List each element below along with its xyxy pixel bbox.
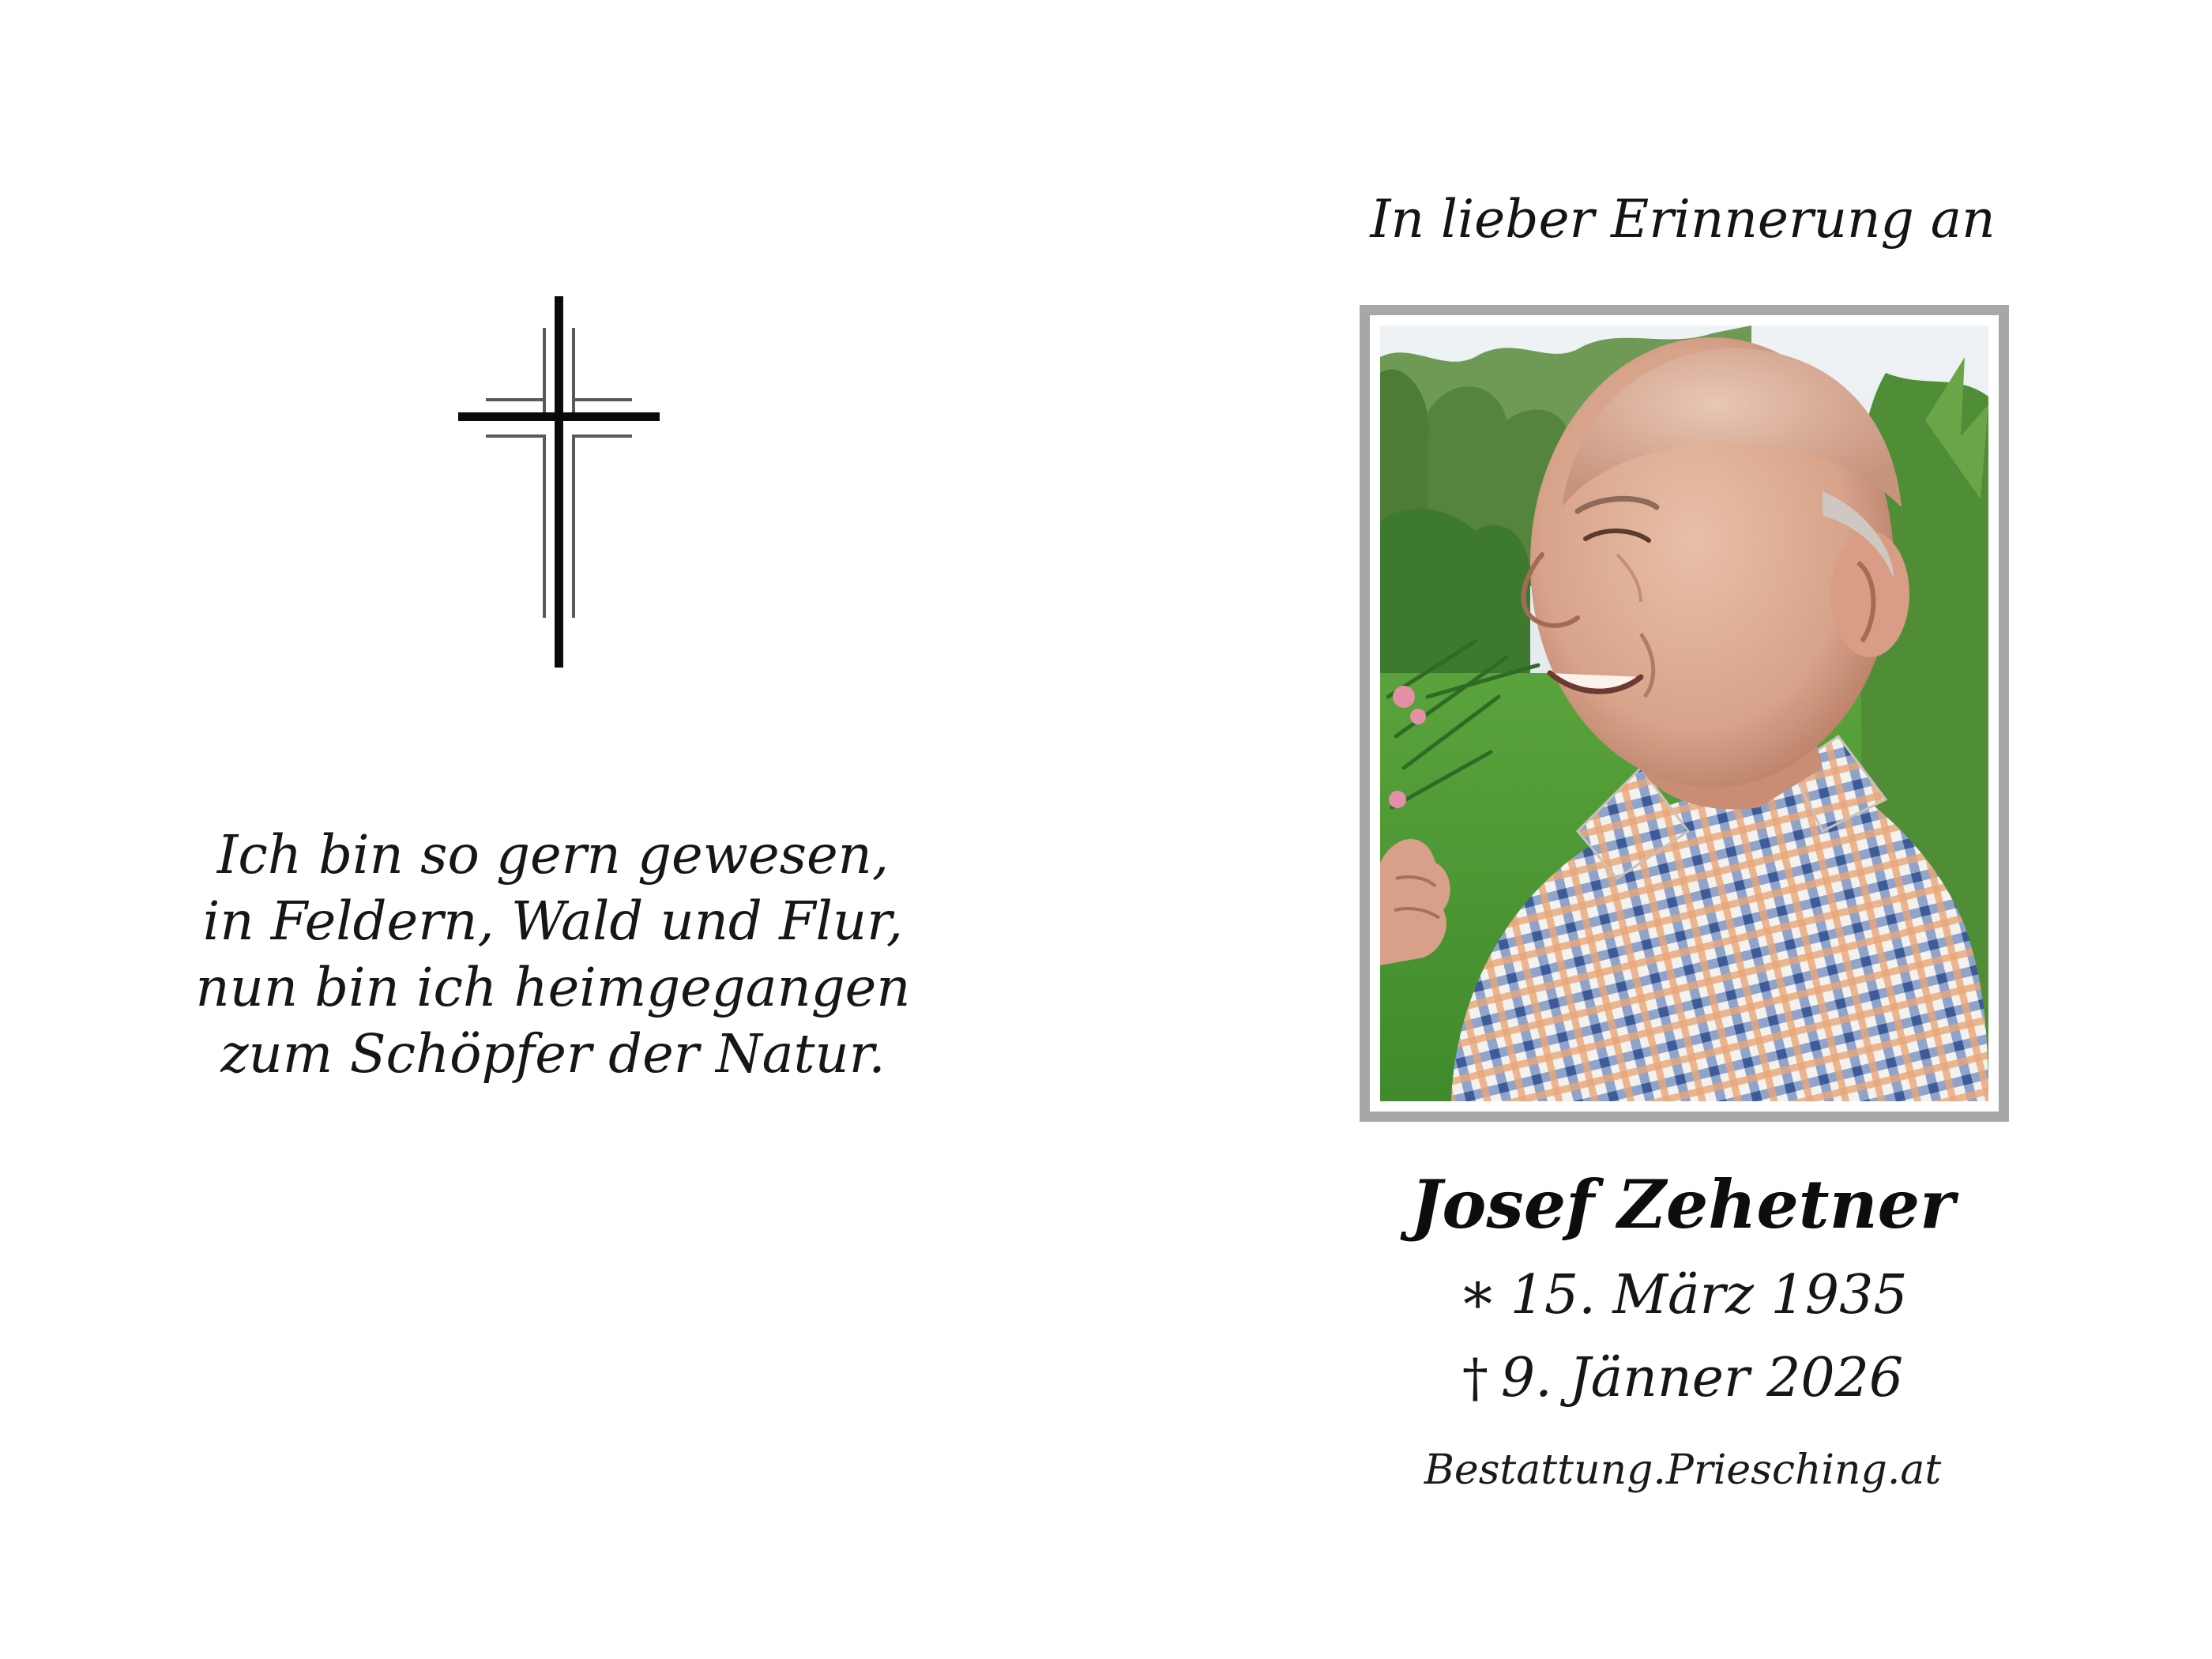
funeral-home-website: Bestattung.Priesching.at <box>1424 1446 1942 1494</box>
poem <box>118 822 988 1087</box>
photo-mat <box>1370 315 1999 1112</box>
poem-line: in Feldern, Wald und Flur, <box>202 890 904 952</box>
photo-frame <box>1360 305 2009 1122</box>
birth-date-row <box>1264 1260 2101 1329</box>
portrait-photo <box>1380 325 1988 1101</box>
memorial-heading: In lieber Erinnerung an <box>1370 189 1996 250</box>
birth-date: 15. März 1935 <box>1510 1264 1908 1326</box>
poem-line: nun bin ich heimgegangen <box>195 957 911 1018</box>
asterisk-birth-icon: ∗ <box>1458 1259 1498 1327</box>
poem-line: Ich bin so gern gewesen, <box>216 824 890 886</box>
death-date: 9. Jänner 2026 <box>1500 1347 1904 1409</box>
death-date-row <box>1264 1345 2101 1412</box>
deceased-name: Josef Zehetner <box>1410 1165 1955 1243</box>
cross-icon <box>458 296 660 668</box>
poem-line: zum Schöpfer der Natur. <box>220 1023 886 1085</box>
dagger-death-icon: † <box>1462 1348 1488 1409</box>
